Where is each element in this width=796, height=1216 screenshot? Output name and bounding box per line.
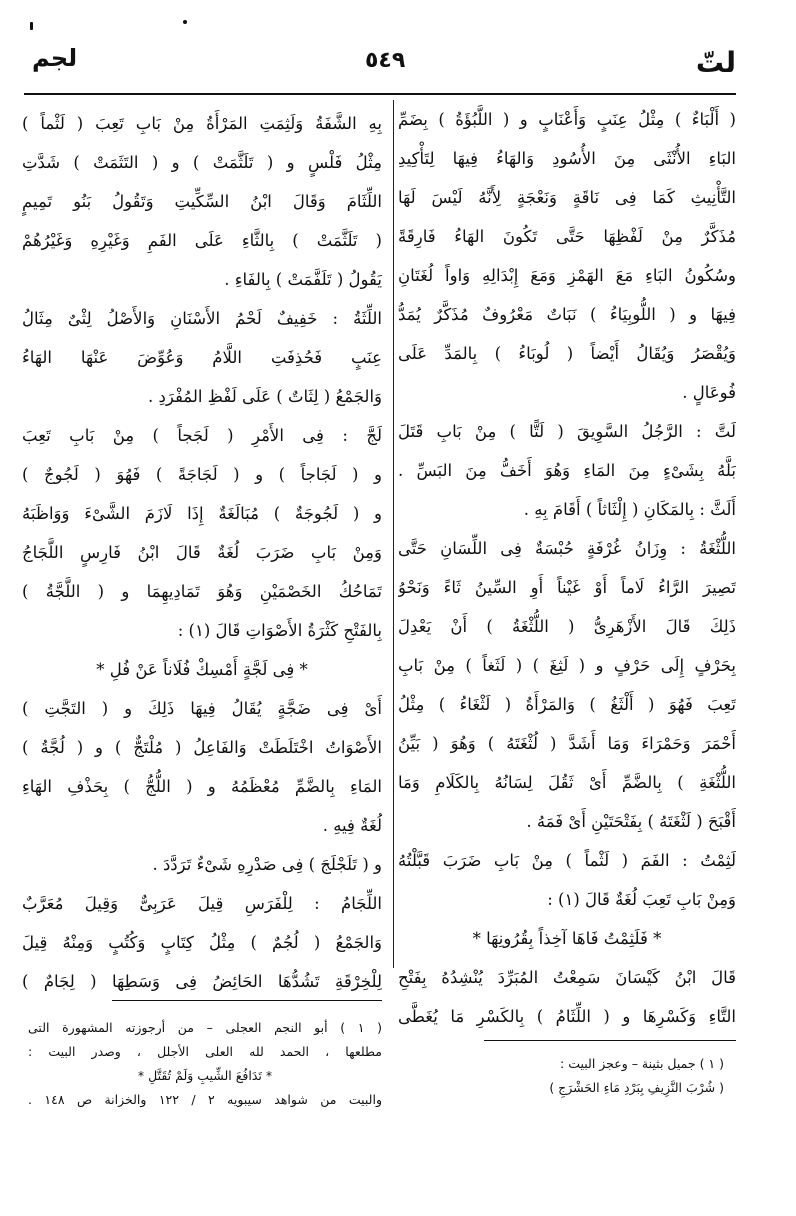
text-line: ( أَلْبَاءٌ ) مِثْلُ عِنَبٍ وَأَعْنَابٍ و ( اللَّبُؤَةُ ) بِضَمِّ bbox=[398, 110, 736, 129]
footnote-rule-left bbox=[112, 1000, 382, 1001]
right-column bbox=[398, 100, 736, 1036]
footnote-verse: * تَدَافُعَ الشِّيبِ وَلَمْ تُقَتَّلِ * bbox=[137, 1068, 273, 1083]
text-line: بِهِ الشَّفَةُ وَلَثِمَتِ المَرْأَةُ مِنْ بَابِ تَعِبَ ( لَثْماً ) bbox=[22, 114, 382, 133]
print-speck bbox=[183, 20, 187, 24]
left-column bbox=[22, 104, 382, 1001]
text-line: بِالفَتْحِ كَثْرَةُ الأَصْوَاتِ قَالَ (١) : bbox=[177, 621, 382, 640]
text-line: وَيُقْصَرُ وَيُقَالُ أَيْضاً ( لُوبَاءُ ) بِالمَدِّ عَلَى bbox=[398, 344, 736, 363]
text-line: عِنَبٍ فَحُذِفَتِ اللَّامُ وَعُوِّضَ عَنْهَا الهَاءُ bbox=[22, 348, 382, 367]
text-line: وَمِنْ بَابِ تَعِبَ لُغَةٌ قَالَ (١) : bbox=[547, 890, 736, 909]
text-line: فُوعَالٍ . bbox=[682, 383, 736, 402]
footnote-line: ( ١ ) جميل بثينة – وعجز البيت : bbox=[560, 1056, 724, 1071]
footnote-verse: ( شُرْبَ النَّزِيفِ بِبَرْدِ مَاءِ الحَشْرَجِ ) bbox=[549, 1080, 724, 1095]
text-line: تَصِيرَ الرَّاءُ لَاماً أَوْ غَيْناً أَوِ السِّينُ ثَاءً وَنَحْوُ bbox=[398, 578, 736, 597]
running-head-right: لتّ bbox=[695, 46, 736, 79]
text-line: مِثْلُ فَلْسٍ و ( تَلَثَّمَتْ ) و ( التَثَمَتْ ) شَدَّتِ bbox=[22, 153, 382, 172]
print-speck bbox=[30, 22, 33, 30]
entry-alaththa: أَلَثَّ : بِالمَكَانِ ( إِلْثَاثاً ) أَقَامَ بِهِ . bbox=[523, 500, 736, 519]
page-header bbox=[0, 44, 796, 84]
text-line: الأَصْوَاتُ اخْتَلَطَتْ وَالفَاعِلُ ( مُلْتَجٌّ ) و ( لُجَّةُ ) bbox=[22, 738, 382, 757]
footnotes-left bbox=[28, 1016, 382, 1112]
text-line: بِحَرْفٍ إِلَى حَرْفٍ و ( لَثِغَ ) ( لَثَغاً ) مِنْ بَابِ bbox=[398, 656, 736, 675]
text-line: التَّاءِ وَكَسْرِهَا و ( اللِّثَامُ ) بِالكَسْرِ مَا يُغَطَّى bbox=[398, 1007, 736, 1026]
text-line: و ( لَجَاجاً ) و ( لَجَاجَةً ) فَهُوَ ( لَجُوجٌ ) bbox=[22, 465, 382, 484]
text-line: تَمَاحُكُ الخَصْمَيْنِ وَهُوَ تَمَادِيهِمَا و ( اللَّجَّةُ ) bbox=[22, 582, 382, 601]
verse-line: * فِى لَجَّةٍ أَمْسِكْ فُلَاناً عَنْ فُلِ * bbox=[96, 660, 308, 679]
text-line: التَّأْنِيثِ كَمَا فِى نَاقَةٍ وَنَعْجَةٍ لِأَنَّهُ لَيْسَ لَهَا bbox=[398, 188, 736, 207]
text-line: وَالجَمْعُ ( لُجُمٌ ) مِثْلُ كِتَابٍ وَكُتُبٍ وَمِنْهُ قِيلَ bbox=[22, 933, 382, 952]
text-line: فِيهَا و ( اللُّوبِيَاءُ ) نَبَاتٌ مَعْرُوفٌ مُذَكَّرٌ يُمَدُّ bbox=[398, 305, 736, 324]
text-line: ( تَلَثَّمَتْ ) بِالثَّاءِ عَلَى الفَمِ وَغَيْرِهِ وَغَيْرُهُمْ bbox=[22, 231, 382, 250]
footnote-rule-right bbox=[484, 1040, 736, 1041]
entry-allijam: اللِّجَامُ : لِلْفَرَسِ قِيلَ عَرَبِىٌّ وَقِيلَ مُعَرَّبٌ bbox=[22, 894, 382, 913]
text-line: المَاءِ بِالضَّمِّ مُعْظَمُهُ و ( اللُّجُّ ) بِحَذْفِ الهَاءِ bbox=[22, 777, 382, 796]
text-line: وسُكُونُ البَاءِ مَعَ الهَمْزِ وَمَعَ إِبْدَالِهِ وَاواً لُغَتَانِ bbox=[398, 266, 736, 285]
text-line: و ( تَلَجْلَجَ ) فِى صَدْرِهِ شَىْءٌ تَرَدَّدَ . bbox=[152, 855, 382, 874]
running-head-left: لجم bbox=[32, 44, 78, 72]
entry-latt: لَتَّ : الرَّجُلُ السَّوِيقَ ( لَتًّا ) مِنْ بَابِ قَتَلَ bbox=[398, 422, 736, 441]
footnotes-right bbox=[458, 1052, 724, 1100]
footnote-line: ( ١ ) أبو النجم العجلى – من أرجوزته المشهورة التى bbox=[28, 1020, 382, 1035]
text-line: لُغَةٌ فِيهِ . bbox=[322, 816, 382, 835]
text-line: اللُّثْغَةِ ) بِالضَّمِّ أَىْ ثَقُلَ لِسَانُهُ بِالكَلَامِ وَمَا bbox=[398, 773, 736, 792]
text-line: بَلَّهُ بِشَىْءٍ مِنَ المَاءِ وَهُوَ أَخَفُّ مِنَ البَسِّ . bbox=[398, 461, 736, 480]
text-line: قَالَ ابْنُ كَيْسَانَ سَمِعْتُ المُبَرِّدَ يُنْشِدُهُ بِفَتْحِ bbox=[398, 968, 736, 987]
text-line: لِلْخِرْقَةِ تَشُدُّهَا الحَائِضُ فِى وَسَطِهَا ( لِجَامٌ ) bbox=[22, 972, 382, 991]
text-line: وَالجَمْعُ ( لِثَاتٌ ) عَلَى لَفْظِ المُفْرَدِ . bbox=[148, 387, 382, 406]
text-line: يَقُولُ ( تَلَفَّمَتْ ) بِالفَاءِ . bbox=[224, 270, 382, 289]
text-line: ذَلِكَ قَالَ الأَزْهَرِىُّ ( اللُّثْغَةُ ) أَنْ يَعْدِلَ bbox=[398, 617, 736, 636]
text-line: تَعِبَ فَهُوَ ( أَلْثَغُ ) وَالمَرْأَةُ ( لَثْغَاءُ ) مِثْلُ bbox=[398, 695, 736, 714]
text-line: و ( لَجُوجَةٌ ) مُبَالَغَةٌ إِذَا لَازَمَ الشَّىْءَ وَوَاظَبَهُ bbox=[22, 504, 382, 523]
text-line: أَحْمَرَ وَحَمْرَاءَ وَمَا أَشَدَّ ( لُثْغَتَهُ ) وَهُوَ ( بَيِّنُ bbox=[398, 734, 736, 753]
entry-lajja: لَجَّ : فِى الأَمْرِ ( لَجَجاً ) مِنْ بَابِ تَعِبَ bbox=[22, 426, 382, 445]
header-rule bbox=[24, 93, 736, 95]
column-divider bbox=[393, 100, 394, 968]
entry-alliththa: اللِّثَةُ : خَفِيفٌ لَحْمُ الأَسْنَانِ وَالأَصْلُ لِثْىٌ مِثَالُ bbox=[22, 309, 382, 328]
entry-lathimtu: لَثِمْتُ : الفَمَ ( لَثْماً ) مِنْ بَابِ ضَرَبَ قَبَّلْتُهُ bbox=[398, 851, 736, 870]
verse-line: * فَلَثِمْتُ فَاهَا آخِذاً بِقُرُونِهَا * bbox=[472, 929, 662, 948]
footnote-line: والبيت من شواهد سيبويه ٢ / ١٢٢ والخزانة ص ١٤٨ . bbox=[28, 1092, 382, 1107]
entry-alluthgha: اللُّثْغَةُ : وِزَانُ غُرْفَةٍ حُبْسَةٌ فِى اللِّسَانِ حَتَّى bbox=[398, 539, 736, 558]
text-line: مُذَكَّرٌ مِنْ لَفْظِهَا حَتَّى تَكُونَ الهَاءُ فَارِقَةً bbox=[398, 227, 736, 246]
text-line: وَمِنْ بَابِ ضَرَبَ لُغَةٌ قَالَ ابْنُ فَارِسٍ اللَّجَاجُ bbox=[22, 543, 382, 562]
footnote-line: مطلعها ، الحمد لله العلى الأجلل ، وصدر البيت : bbox=[28, 1044, 382, 1059]
text-line: البَاءِ الأُنْثَى مِنَ الأُسُودِ وَالهَاءُ فِيهَا لِتَأْكِيدِ bbox=[398, 149, 736, 168]
text-line: أَقْبَحَ ( لَثْغَتَهُ ) بِفَتْحَتَيْنِ أَىْ فَمَهُ . bbox=[526, 812, 736, 831]
page-number: ٥٤٩ bbox=[365, 48, 406, 73]
text-line: أَىْ فِى ضَجَّةٍ يُقَالُ فِيهَا ذَلِكَ و ( التَجَّتِ ) bbox=[22, 699, 382, 718]
text-line: اللِّثَامَ وَقَالَ ابْنُ السِّكِّيتِ وَتَقُولُ بَنُو تَمِيمٍ bbox=[22, 192, 382, 211]
